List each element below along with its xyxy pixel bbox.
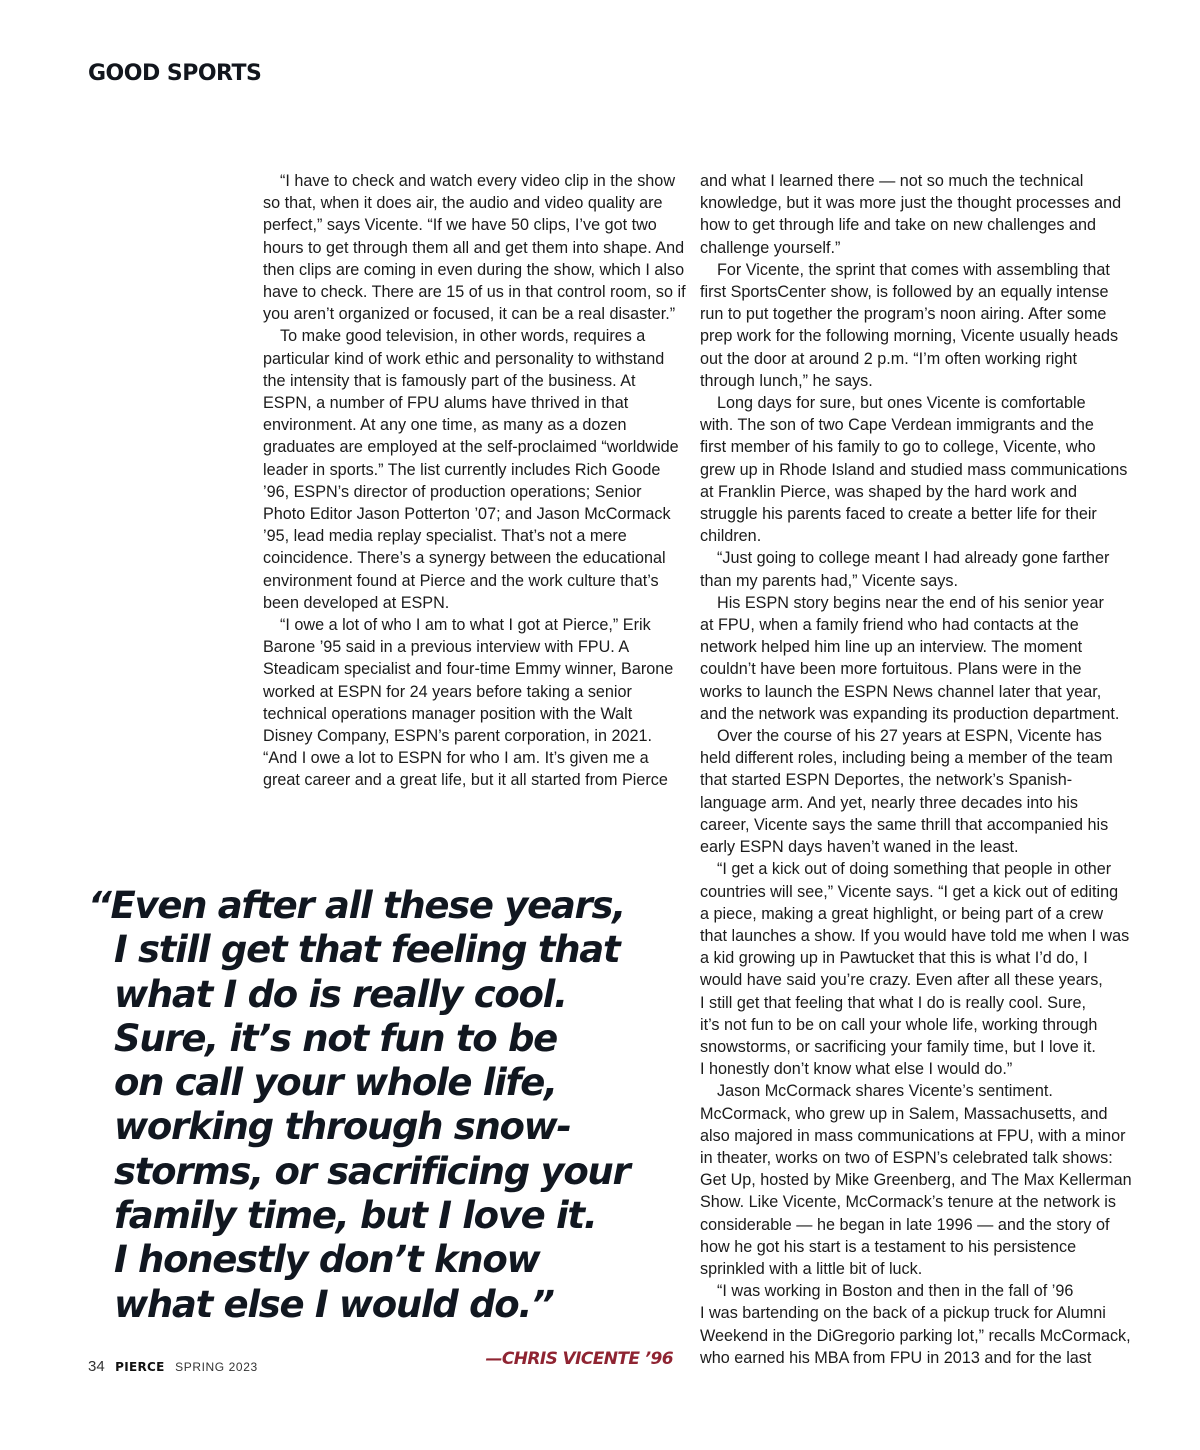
issue-label: SPRING 2023 (175, 1360, 258, 1374)
article-line: couldn’t have been more fortuitous. Plans were in the (700, 660, 1082, 679)
article-paragraph (700, 592, 1120, 725)
article-line: then clips are coming in even during the show, which I also (263, 260, 685, 279)
quote-attribution: —CHRIS VICENTE ’96 (485, 1349, 673, 1369)
article-line: Jason McCormack shares Vicente’s sentiment. (717, 1082, 1053, 1101)
article-line: works to launch the ESPN News channel later that year, (700, 682, 1102, 701)
article-line: so that, when it does air, the audio and video quality are (263, 194, 663, 213)
pull-quote-line: Sure, it’s not fun to be (114, 1016, 557, 1060)
article-line: prep work for the following morning, Vicente usually heads (700, 327, 1119, 346)
article-line: coincidence. There’s a synergy between the educational (263, 549, 666, 568)
article-line: and the network was expanding its production department. (700, 704, 1120, 723)
article-line: perfect,” says Vicente. “If we have 50 clips, I’ve got two (263, 216, 657, 235)
page-number: 34 (88, 1358, 105, 1375)
article-line: environment. At any one time, as many as a dozen (263, 416, 627, 435)
article-line: the intensity that is famously part of the business. At (263, 371, 636, 390)
article-line: Disney Company, ESPN’s parent corporation, in 2021. (263, 727, 653, 746)
article-line: “I owe a lot of who I am to what I got at Pierce,” Erik (280, 616, 651, 635)
article-line: who earned his MBA from FPU in 2013 and for the last (700, 1348, 1092, 1367)
article-line: For Vicente, the sprint that comes with assembling that (717, 260, 1110, 279)
article-line: with. The son of two Cape Verdean immigrants and the (700, 416, 1094, 435)
article-line: been developed at ESPN. (263, 593, 450, 612)
article-line: Steadicam specialist and four-time Emmy winner, Barone (263, 660, 674, 679)
article-paragraph (700, 1280, 1131, 1369)
article-paragraph (263, 325, 679, 614)
article-paragraph (700, 170, 1122, 259)
article-line: also majored in mass communications at FPU, with a minor (700, 1126, 1126, 1145)
article-line: you aren’t organized or focused, it can be a real disaster.” (263, 305, 676, 324)
article-paragraph (263, 614, 675, 792)
article-line: hours to get through them all and get them into shape. And (263, 238, 685, 257)
article-line: struggle his parents faced to create a better life for their (700, 505, 1097, 524)
pull-quote-line: what I do is really cool. (114, 972, 567, 1016)
article-column-left (263, 170, 686, 792)
article-line: “I was working in Boston and then in the fall of ’96 (717, 1282, 1074, 1301)
article-line: Long days for sure, but ones Vicente is comfortable (717, 394, 1086, 413)
pull-quote-line: storms, or sacrificing your (114, 1149, 630, 1193)
article-line: in theater, works on two of ESPN’s celebrated talk shows: (700, 1148, 1113, 1167)
article-line: challenge yourself.” (700, 238, 841, 257)
article-line: that started ESPN Deportes, the network’s Spanish- (700, 771, 1073, 790)
article-line: through lunch,” he says. (700, 371, 873, 390)
article-line: Show. Like Vicente, McCormack’s tenure at the network is (700, 1193, 1116, 1212)
article-line: language arm. And yet, nearly three decades into his (700, 793, 1078, 812)
article-line: “I have to check and watch every video clip in the show (280, 172, 676, 190)
article-line: first member of his family to go to college, Vicente, who (700, 438, 1096, 457)
article-line: held different roles, including being a member of the team (700, 749, 1113, 768)
article-line: how he got his start is a testament to his persistence (700, 1237, 1077, 1256)
article-line: environment found at Pierce and the work culture that’s (263, 571, 659, 590)
article-line: worked at ESPN for 24 years before taking a senior (263, 682, 632, 701)
article-line: run to put together the program’s noon airing. After some (700, 305, 1107, 324)
article-paragraph (700, 547, 1112, 591)
article-line: that launches a show. If you would have told me when I was (700, 926, 1130, 945)
article-line: would have said you’re crazy. Even after all these years, (700, 971, 1103, 990)
article-line: and what I learned there — not so much the technical (700, 172, 1084, 190)
article-line: sprinkled with a little bit of luck. (700, 1259, 923, 1278)
article-line: a piece, making a great highlight, or being part of a crew (700, 904, 1104, 923)
section-label: GOOD SPORTS (88, 61, 262, 86)
article-paragraph (700, 392, 1128, 547)
article-line: I was bartending on the back of a pickup truck for Alumni (700, 1304, 1106, 1323)
article-paragraph (700, 1080, 1132, 1280)
article-line: at Franklin Pierce, was shaped by the hard work and (700, 482, 1078, 501)
article-line: Weekend in the DiGregorio parking lot,” recalls McCormack, (700, 1326, 1131, 1345)
article-line: ’96, ESPN’s director of production operations; Senior (263, 482, 642, 501)
pull-quote-line: I still get that feeling that (114, 928, 620, 972)
article-line: considerable — he began in late 1996 — and the story of (700, 1215, 1110, 1234)
article-paragraph (700, 858, 1130, 1080)
article-column-right (700, 170, 1132, 1369)
article-line: early ESPN days haven’t waned in the least. (700, 838, 1019, 857)
article-line: network helped him line up an interview. The moment (700, 638, 1083, 657)
article-line: it’s not fun to be on call your whole life, working through (700, 1015, 1098, 1034)
pull-quote-line: what else I would do.” (114, 1282, 554, 1326)
article-line: grew up in Rhode Island and studied mass communications (700, 460, 1128, 479)
article-line: countries will see,” Vicente says. “I get a kick out of editing (700, 882, 1119, 901)
article-line: technical operations manager position with the Walt (263, 704, 633, 723)
article-line: than my parents had,” Vicente says. (700, 571, 958, 590)
article-line: I honestly don’t know what else I would do.” (700, 1060, 1013, 1079)
article-line: children. (700, 527, 762, 546)
article-line: first SportsCenter show, is followed by an equally intense (700, 283, 1109, 302)
pull-quote-line: I honestly don’t know (114, 1238, 540, 1282)
article-line: have to check. There are 15 of us in that control room, so if (263, 283, 686, 302)
page-footer (88, 1358, 258, 1376)
article-line: McCormack, who grew up in Salem, Massachusetts, and (700, 1104, 1108, 1123)
pull-quote (88, 884, 668, 1327)
article-line: ’95, lead media replay specialist. That’s not a mere (263, 527, 627, 546)
article-line: His ESPN story begins near the end of his senior year (717, 593, 1104, 612)
article-line: how to get through life and take on new challenges and (700, 216, 1096, 235)
article-line: out the door at around 2 p.m. “I’m often working right (700, 349, 1078, 368)
article-line: at FPU, when a family friend who had contacts at the (700, 616, 1079, 635)
article-line: I still get that feeling that what I do is really cool. Sure, (700, 993, 1087, 1012)
article-line: To make good television, in other words, requires a (280, 327, 646, 346)
article-line: “And I owe a lot to ESPN for who I am. It’s given me a (263, 749, 649, 768)
article-line: Over the course of his 27 years at ESPN, Vicente has (717, 727, 1102, 746)
article-line: knowledge, but it was more just the thought processes and (700, 194, 1122, 213)
pull-quote-line: working through snow- (114, 1105, 571, 1149)
article-line: graduates are employed at the self-proclaimed “worldwide (263, 438, 679, 457)
article-line: snowstorms, or sacrificing your family time, but I love it. (700, 1037, 1096, 1056)
article-line: Get Up, hosted by Mike Greenberg, and The Max Kellerman (700, 1171, 1132, 1190)
article-line: great career and a great life, but it all started from Pierce (263, 771, 668, 790)
article-line: Photo Editor Jason Potterton ’07; and Jason McCormack (263, 505, 671, 524)
article-paragraph (700, 259, 1119, 392)
pull-quote-line: family time, but I love it. (114, 1194, 597, 1238)
article-paragraph (700, 725, 1112, 858)
article-line: Barone ’95 said in a previous interview with FPU. A (263, 638, 630, 657)
article-line: particular kind of work ethic and personality to withstand (263, 349, 665, 368)
article-line: ESPN, a number of FPU alums have thrived in that (263, 394, 629, 413)
article-line: career, Vicente says the same thrill that accompanied his (700, 815, 1109, 834)
pull-quote-line: on call your whole life, (114, 1061, 557, 1105)
article-paragraph (263, 170, 686, 325)
article-line: “Just going to college meant I had already gone farther (717, 549, 1110, 568)
publication-name: PIERCE (115, 1360, 165, 1374)
article-line: a kid growing up in Pawtucket that this is what I’d do, I (700, 949, 1088, 968)
article-line: leader in sports.” The list currently includes Rich Goode (263, 460, 661, 479)
article-line: “I get a kick out of doing something that people in other (717, 860, 1112, 879)
pull-quote-line: “Even after all these years, (88, 884, 625, 927)
